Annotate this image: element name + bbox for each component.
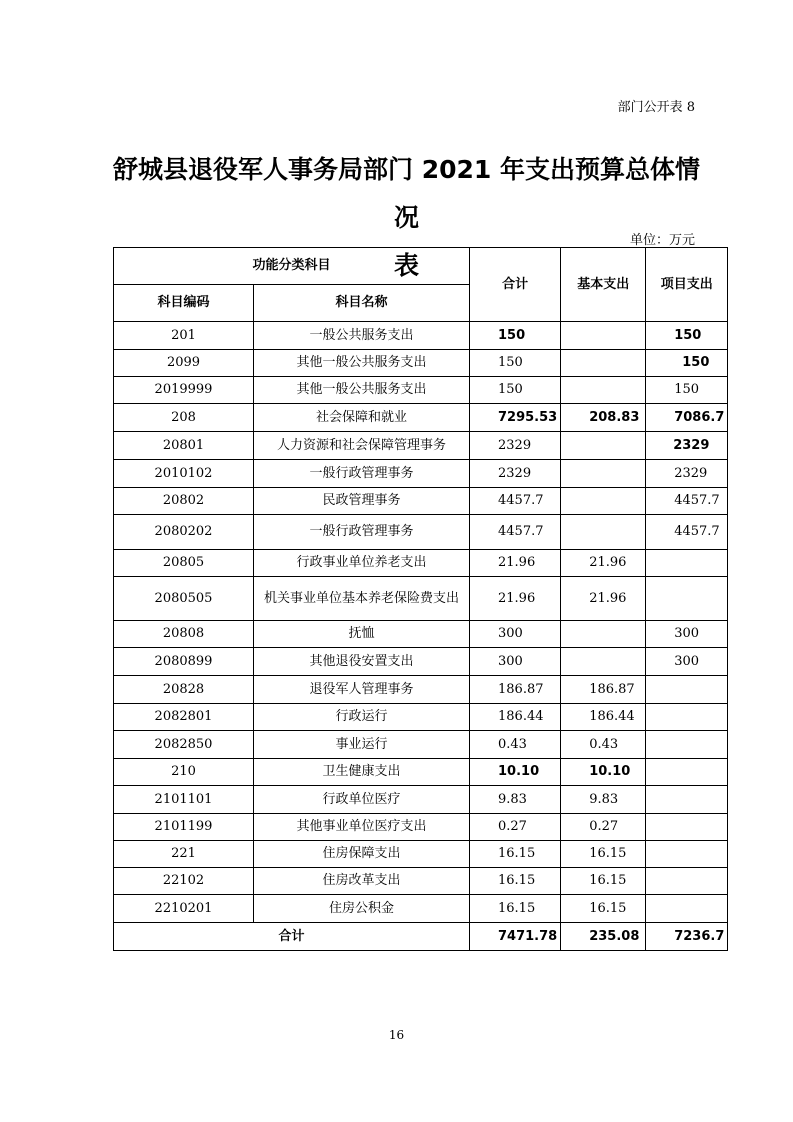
row-basic: 0.27 — [561, 814, 646, 841]
row-project: 150 — [646, 322, 728, 350]
row-project: 300 — [646, 648, 728, 676]
row-code: 20802 — [114, 488, 254, 515]
row-basic: 21.96 — [561, 550, 646, 577]
table-row — [114, 676, 728, 704]
table-row — [114, 322, 728, 350]
row-basic — [561, 322, 646, 350]
row-name: 人力资源和社会保障管理事务 — [254, 432, 470, 460]
row-basic: 208.83 — [561, 404, 646, 432]
row-code: 2099 — [114, 350, 254, 377]
row-name: 民政管理事务 — [254, 488, 470, 515]
row-basic — [561, 515, 646, 550]
row-project — [646, 814, 728, 841]
row-project — [646, 841, 728, 868]
row-basic: 186.87 — [561, 676, 646, 704]
row-name: 一般公共服务支出 — [254, 322, 470, 350]
row-total: 150 — [470, 322, 561, 350]
unit-label: 单位：万元 — [629, 233, 695, 248]
row-basic — [561, 488, 646, 515]
header-name: 科目名称 — [254, 285, 470, 322]
title-line-1: 舒城县退役军人事务局部门 2021 年支出预算总体情况 — [113, 155, 700, 232]
row-basic — [561, 350, 646, 377]
table-row — [114, 895, 728, 923]
row-basic: 186.44 — [561, 704, 646, 731]
table-row — [114, 731, 728, 759]
header-total: 合计 — [470, 248, 561, 322]
row-code: 20801 — [114, 432, 254, 460]
row-basic — [561, 648, 646, 676]
table-row — [114, 814, 728, 841]
table-row — [114, 432, 728, 460]
row-total: 7295.53 — [470, 404, 561, 432]
row-project: 2329 — [646, 432, 728, 460]
row-total: 2329 — [470, 432, 561, 460]
row-basic: 16.15 — [561, 895, 646, 923]
row-basic: 0.43 — [561, 731, 646, 759]
row-project — [646, 577, 728, 621]
page-tag: 部门公开表 8 — [617, 100, 695, 115]
row-name: 其他退役安置支出 — [254, 648, 470, 676]
row-code: 2080505 — [114, 577, 254, 621]
total-sum: 7471.78 — [470, 923, 561, 951]
row-basic — [561, 432, 646, 460]
table-body — [114, 322, 728, 951]
row-total: 9.83 — [470, 786, 561, 814]
table-row — [114, 515, 728, 550]
row-basic: 10.10 — [561, 759, 646, 786]
table-row — [114, 377, 728, 404]
total-row — [114, 923, 728, 951]
row-code: 20808 — [114, 621, 254, 648]
row-code: 2080202 — [114, 515, 254, 550]
row-project — [646, 786, 728, 814]
table-row — [114, 841, 728, 868]
table-row — [114, 648, 728, 676]
row-project: 4457.7 — [646, 515, 728, 550]
row-name: 一般行政管理事务 — [254, 460, 470, 488]
row-name: 行政单位医疗 — [254, 786, 470, 814]
row-name: 其他一般公共服务支出 — [254, 377, 470, 404]
row-project — [646, 550, 728, 577]
row-basic: 21.96 — [561, 577, 646, 621]
row-name: 住房保障支出 — [254, 841, 470, 868]
title-line-2: 表 — [393, 251, 419, 280]
row-name: 退役军人管理事务 — [254, 676, 470, 704]
row-total: 0.43 — [470, 731, 561, 759]
table-row — [114, 350, 728, 377]
row-code: 210 — [114, 759, 254, 786]
row-total: 16.15 — [470, 895, 561, 923]
row-project: 7086.7 — [646, 404, 728, 432]
row-basic — [561, 460, 646, 488]
row-project: 4457.7 — [646, 488, 728, 515]
page-number: 16 — [388, 1028, 405, 1042]
row-name: 一般行政管理事务 — [254, 515, 470, 550]
row-basic — [561, 621, 646, 648]
table-row — [114, 868, 728, 895]
header-project: 项目支出 — [646, 248, 728, 322]
total-basic: 235.08 — [561, 923, 646, 951]
row-name: 抚恤 — [254, 621, 470, 648]
row-name: 其他一般公共服务支出 — [254, 350, 470, 377]
row-code: 2019999 — [114, 377, 254, 404]
table-row — [114, 621, 728, 648]
row-total: 16.15 — [470, 868, 561, 895]
row-total: 21.96 — [470, 550, 561, 577]
row-name: 社会保障和就业 — [254, 404, 470, 432]
row-code: 20805 — [114, 550, 254, 577]
header-row-1 — [114, 248, 728, 285]
row-name: 其他事业单位医疗支出 — [254, 814, 470, 841]
row-total: 4457.7 — [470, 515, 561, 550]
row-total: 186.87 — [470, 676, 561, 704]
header-basic: 基本支出 — [561, 248, 646, 322]
row-project: 150 — [646, 377, 728, 404]
row-total: 4457.7 — [470, 488, 561, 515]
row-total: 2329 — [470, 460, 561, 488]
row-code: 2082850 — [114, 731, 254, 759]
row-total: 150 — [470, 350, 561, 377]
row-project: 2329 — [646, 460, 728, 488]
row-name: 卫生健康支出 — [254, 759, 470, 786]
row-code: 2082801 — [114, 704, 254, 731]
row-project: 150 — [646, 350, 728, 377]
row-project — [646, 704, 728, 731]
row-code: 2010102 — [114, 460, 254, 488]
row-project — [646, 731, 728, 759]
row-project — [646, 895, 728, 923]
row-project — [646, 868, 728, 895]
row-code: 22102 — [114, 868, 254, 895]
row-code: 2101101 — [114, 786, 254, 814]
table-row — [114, 404, 728, 432]
row-basic — [561, 377, 646, 404]
table-row — [114, 786, 728, 814]
row-project — [646, 759, 728, 786]
header-code: 科目编码 — [114, 285, 254, 322]
row-total: 150 — [470, 377, 561, 404]
table-row — [114, 488, 728, 515]
total-project: 7236.7 — [646, 923, 728, 951]
table-row — [114, 759, 728, 786]
row-project — [646, 676, 728, 704]
row-code: 2101199 — [114, 814, 254, 841]
row-name: 事业运行 — [254, 731, 470, 759]
row-code: 2080899 — [114, 648, 254, 676]
row-total: 300 — [470, 621, 561, 648]
table-row — [114, 550, 728, 577]
row-total: 16.15 — [470, 841, 561, 868]
row-name: 行政事业单位养老支出 — [254, 550, 470, 577]
row-name: 住房公积金 — [254, 895, 470, 923]
budget-table — [113, 247, 728, 951]
row-name: 行政运行 — [254, 704, 470, 731]
total-label: 合计 — [114, 923, 470, 951]
row-basic: 16.15 — [561, 868, 646, 895]
row-basic: 9.83 — [561, 786, 646, 814]
row-code: 2210201 — [114, 895, 254, 923]
row-total: 21.96 — [470, 577, 561, 621]
row-basic: 16.15 — [561, 841, 646, 868]
row-total: 10.10 — [470, 759, 561, 786]
header-function-category: 功能分类科目 — [114, 248, 470, 285]
row-code: 221 — [114, 841, 254, 868]
row-code: 208 — [114, 404, 254, 432]
row-total: 300 — [470, 648, 561, 676]
row-project: 300 — [646, 621, 728, 648]
row-name: 机关事业单位基本养老保险费支出 — [254, 577, 470, 621]
table-row — [114, 577, 728, 621]
row-total: 186.44 — [470, 704, 561, 731]
table-row — [114, 704, 728, 731]
row-code: 20828 — [114, 676, 254, 704]
table-row — [114, 460, 728, 488]
row-total: 0.27 — [470, 814, 561, 841]
row-code: 201 — [114, 322, 254, 350]
row-name: 住房改革支出 — [254, 868, 470, 895]
